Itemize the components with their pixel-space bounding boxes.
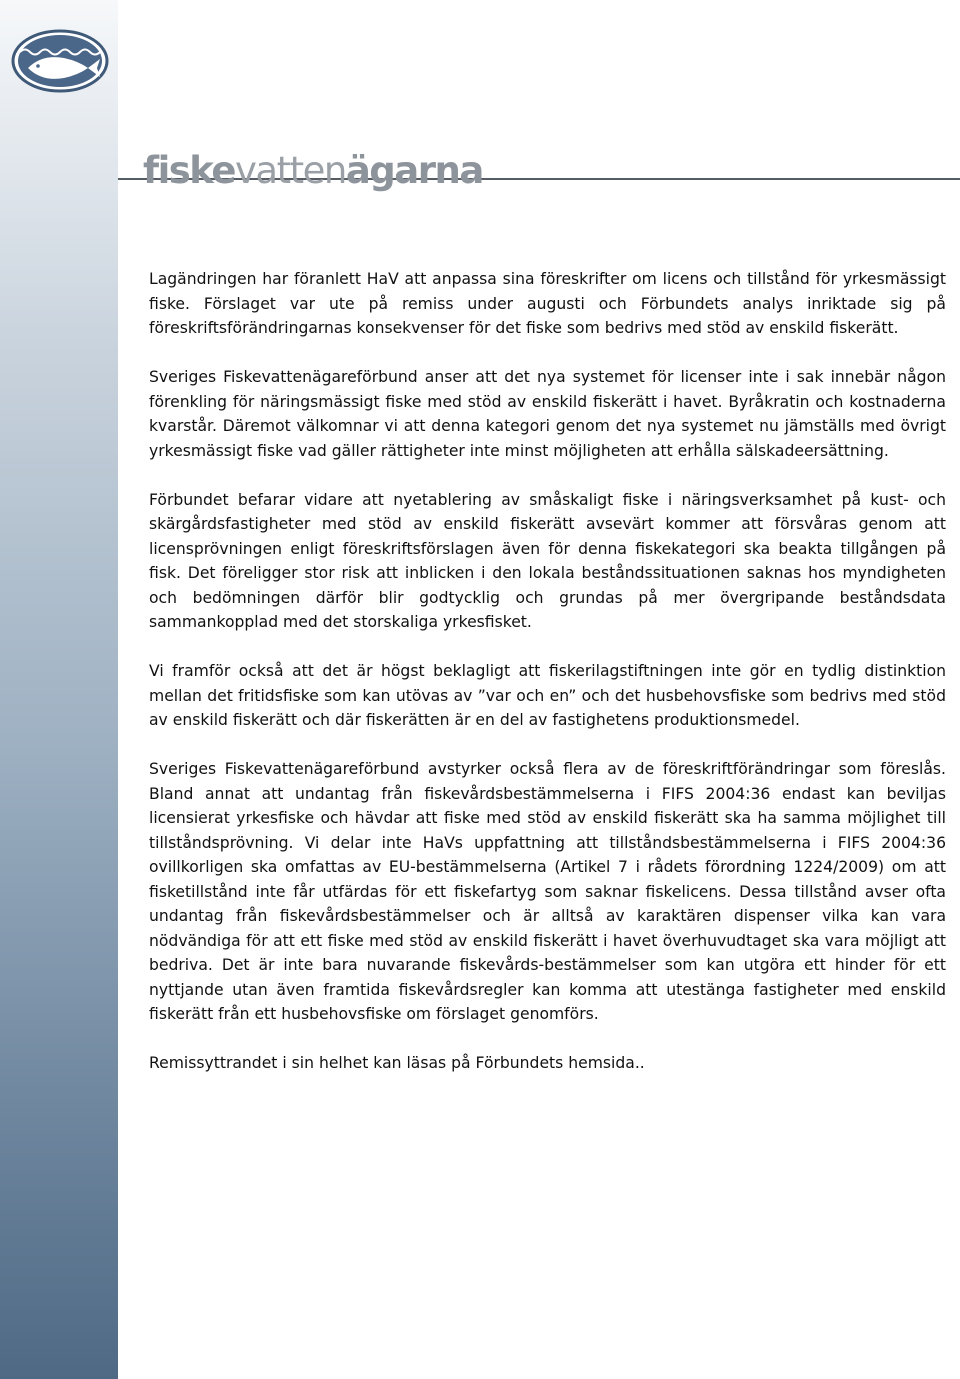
brand-wordmark-part: ägarna <box>345 149 483 192</box>
decorative-side-band <box>0 0 118 1379</box>
paragraph: Lagändringen har föranlett HaV att anpassa sina föreskrifter om licens och tillstånd för yrkesmässigt fiske. Förslaget var ute på remiss under augusti och Förbundets analys inriktade sig på föreskriftsförändringarnas konsekvenser för det fiske som bedrivs med stöd av enskild fiskerätt. <box>149 270 946 337</box>
brand-wordmark-part: vatten <box>235 149 346 192</box>
paragraph: Remissyttrandet i sin helhet kan läsas på Förbundets hemsida.. <box>149 1054 645 1072</box>
brand-wordmark-part: fiske <box>143 149 236 192</box>
paragraph: Sveriges Fiskevattenägareförbund anser att det nya systemet för licenser inte i sak innebär någon förenkling för näringsmässigt fiske med stöd av enskild fiskerätt i havet. Byråkratin och kostnaderna kvarstår. Däremot välkomnar vi att denna kategori genom det nya systemet nu jämställs med övrigt yrkesmässigt fiske vad gäller rättigheter inte minst möjligheten att erhålla sälskadeersättning. <box>149 368 946 460</box>
document-body <box>149 267 946 1100</box>
brand-wordmark <box>143 149 483 192</box>
fish-logo-icon <box>10 28 110 94</box>
paragraph: Sveriges Fiskevattenägareförbund avstyrker också flera av de föreskriftförändringar som föreslås. Bland annat att undantag från fiskevårdsbestämmelserna i FIFS 2004:36 endast kan beviljas licensierat yrkesfiske och hävdar att fiske med stöd av enskild fiskerätt ska ha samma möjlighet till tillståndsprövning. Vi delar inte HaVs uppfattning att tillståndsbestämmelserna i FIFS 2004:36 ovillkorligen ska omfattas av EU-bestämmelserna (Artikel 7 i rådets förordning 1224/2009) om att fisketillstånd inte får utfärdas för ett fiskefartyg som saknar fiskelicens. Dessa tillstånd avser ofta undantag från fiskevårdsbestämmelser och är alltså av karaktären dispenser vilka kan vara nödvändiga för att ett fiske med stöd av enskild fiskerätt i havet överhuvudtaget ska vara möjligt att bedriva. Det är inte bara nuvarande fiskevårds-bestämmelser som kan utgöra ett hinder för ett nyttjande utan även framtida fiskevårdsregler kan komma att utestänga fastigheter med enskild fiskerätt från ett husbehovsfiske om förslaget genomförs. <box>149 760 946 1023</box>
paragraph: Förbundet befarar vidare att nyetablering av småskaligt fiske i näringsverksamhet på kust- och skärgårdsfastigheter med stöd av enskild fiskerätt avsevärt kommer att försvåras genom att licensprövningen enligt föreskriftsförslagen även för denna fiskekategori ska beakta tillgången på fisk. Det föreligger stor risk att inblicken i den lokala beståndssituationen saknas hos myndigheten och bedömningen därför blir godtycklig och grundas på mer övergripande beståndsdata sammankopplad med det storskaliga yrkesfisket. <box>149 490 946 631</box>
paragraph: Vi framför också att det är högst beklagligt att fiskerilagstiftningen inte gör en tydlig distinktion mellan det fritidsfiske som kan utövas av ”var och en” och det husbehovsfiske som bedrivs med stöd av enskild fiskerätt och där fiskerätten är en del av fastighetens produktionsmedel. <box>149 662 946 729</box>
